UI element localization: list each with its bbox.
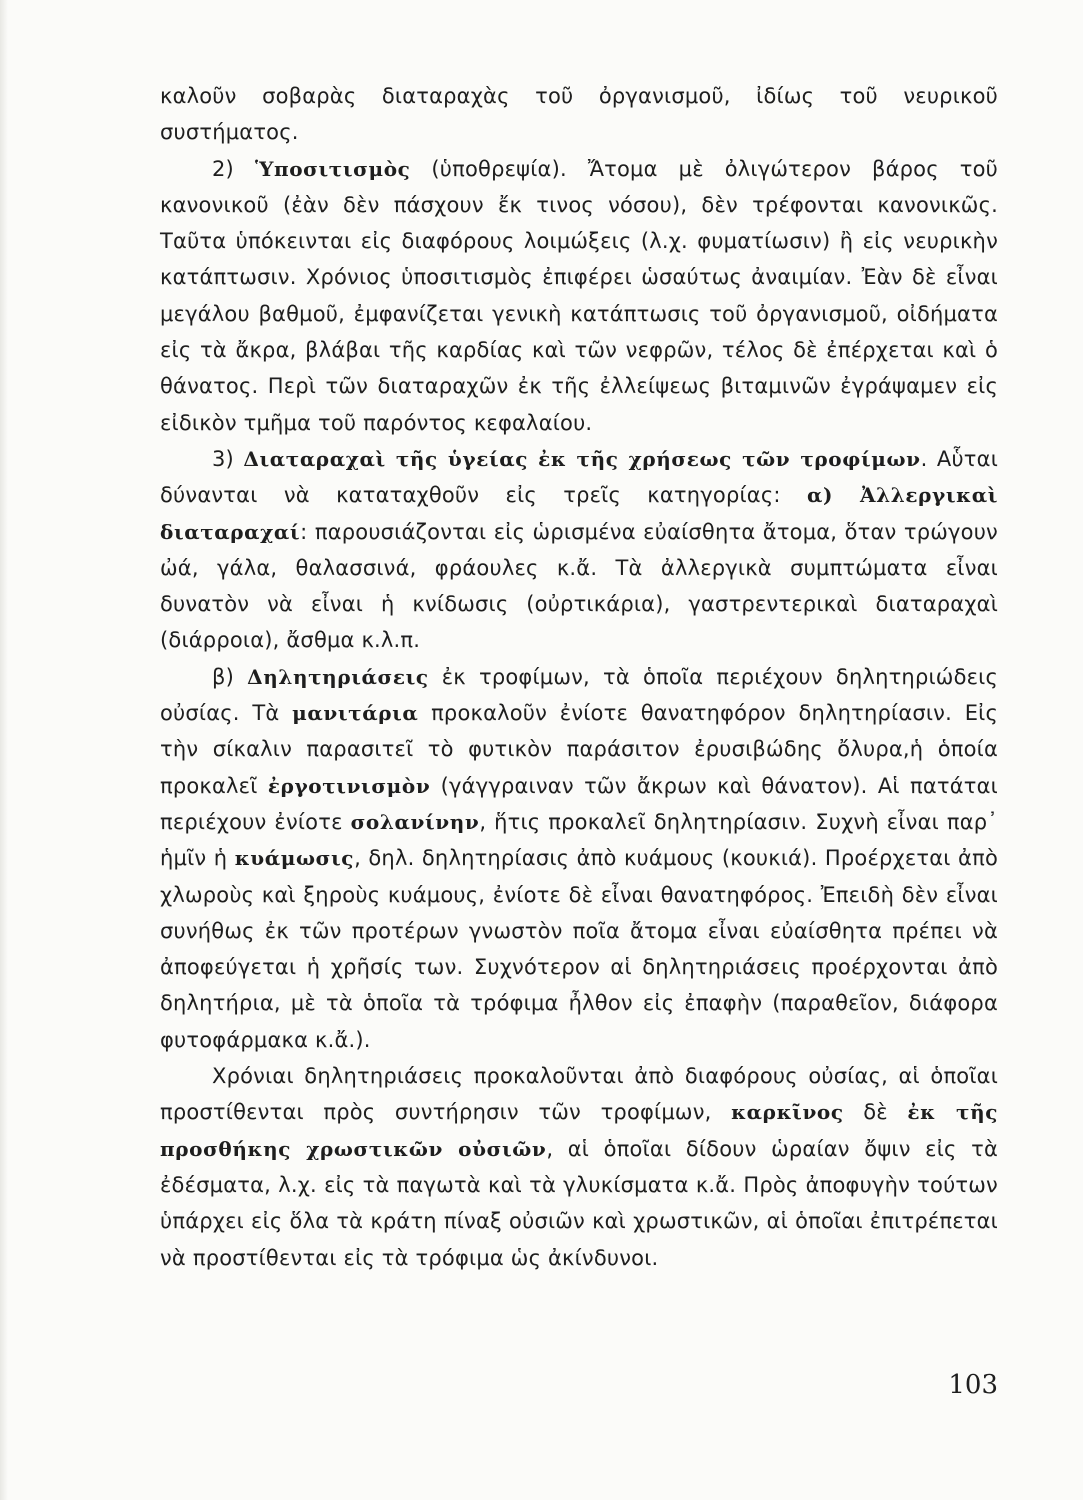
text-run: ἐκ τροφίμων, τὰ ὁποῖα περιέχουν δηλητηριώδεις οὐσίας. Τὰ	[160, 664, 998, 726]
bold-term: κυάμωσις	[234, 846, 355, 871]
text-run: καλοῦν σοβαρὰς διαταραχὰς τοῦ ὀργανισμοῦ, ἰδίως τοῦ νευρικοῦ συστήματος.	[160, 84, 998, 145]
text-run: 3)	[212, 446, 244, 471]
page-number: 103	[948, 1370, 998, 1400]
text-run: 2)	[212, 156, 255, 181]
bold-term: Δηλητηριάσεις	[247, 664, 429, 689]
page-edge-shadow	[0, 0, 8, 1500]
bold-term: Ὑποσιτισμὸς	[254, 156, 411, 181]
bold-term: α) Ἀλλεργικαὶ διαταραχαί	[160, 483, 998, 544]
text-run: β)	[212, 664, 248, 689]
text-run: (ὑποθρεψία). Ἄτομα μὲ ὀλιγώτερον βάρος τοῦ κανονικοῦ (ἐὰν δὲν πάσχουν ἔκ τινος νόσου), δὲν τρέφονται κανονικῶς. Ταῦτα ὑπόκεινται εἰς διαφόρους λοιμώξεις (λ.χ. φυματίωσιν) ἢ εἰς νευρικὴν κατάπτωσιν. Χρόνιος ὑποσιτισμὸς ἐπιφέρει ὡσαύτως ἀναιμίαν. Ἐὰν δὲ εἶναι μεγάλου βαθμοῦ, ἐμφανίζεται γενικὴ κατάπτωσις τοῦ ὀργανισμοῦ, οἰδήματα εἰς τὰ ἄκρα, βλάβαι τῆς καρδίας καὶ τῶν νεφρῶν, τέλος δὲ ἐπέρχεται καὶ ὁ θάνατος. Περὶ τῶν διαταραχῶν ἐκ τῆς ἐλλείψεως βιταμινῶν ἐγράψαμεν εἰς εἰδικὸν τμῆμα τοῦ παρόντος κεφαλαίου.	[160, 156, 998, 435]
paragraph-5	[160, 1058, 998, 1276]
paragraph-3	[160, 441, 998, 659]
bold-term: σολανίνην	[350, 809, 480, 834]
text-run: . Αὗται δύνανται νὰ καταταχθοῦν εἰς τρεῖς κατηγορίας:	[160, 446, 998, 508]
text-run: Χρόνιαι δηλητηριάσεις προκαλοῦνται ἀπὸ διαφόρους οὐσίας, αἱ ὁποῖαι προστίθενται πρὸς συντήρησιν τῶν τροφίμων,	[160, 1064, 998, 1125]
bold-term: Διαταραχαὶ τῆς ὑγείας ἐκ τῆς χρήσεως τῶν τροφίμων	[243, 446, 921, 471]
text-run: προκαλοῦν ἐνίοτε θανατηφόρον δηλητηρίασιν. Εἰς τὴν σίκαλιν παρασιτεῖ τὸ φυτικὸν παράσιτον ἐρυσιβώδης ὄλυρα,ἡ ὁποία προκαλεῖ	[160, 701, 999, 798]
paragraph-1	[160, 78, 998, 151]
body-text	[160, 78, 998, 1276]
paragraph-2	[160, 151, 998, 441]
bold-term: καρκῖνος	[731, 1100, 844, 1125]
text-run: , δηλ. δηλητηρίασις ἀπὸ κυάμους (κουκιά). Προέρχεται ἀπὸ χλωροὺς καὶ ξηροὺς κυάμους, ἐνίοτε δὲ εἶναι θανατηφόρος. Ἐπειδὴ δὲν εἶναι συνήθως ἐκ τῶν προτέρων γνωστὸν ποῖα ἄτομα εἶναι εὐαίσθητα πρέπει νὰ ἀποφεύγεται ἡ χρῆσίς των. Συχνότερον αἱ δηλητηριάσεις προέρχονται ἀπὸ δηλητήρια, μὲ τὰ ὁποῖα τὰ τρόφιμα ἦλθον εἰς ἐπαφὴν (παραθεῖον, διάφορα φυτοφάρμακα κ.ἄ.).	[160, 846, 998, 1052]
text-run: , ἥτις προκαλεῖ δηλητηρίασιν. Συχνὴ εἶναι παρ᾽ ἡμῖν ἡ	[160, 809, 998, 871]
text-run: : παρουσιάζονται εἰς ὡρισμένα εὐαίσθητα ἄτομα, ὅταν τρώγουν ὠά, γάλα, θαλασσινά, φράουλες κ.ἄ. Τὰ ἀλλεργικὰ συμπτώματα εἶναι δυνατὸν νὰ εἶναι ἡ κνίδωσις (οὐρτικάρια), γαστρεντερικαὶ διαταραχαὶ (διάρροια), ἄσθμα κ.λ.π.	[160, 519, 998, 653]
paragraph-4	[160, 659, 998, 1058]
text-run: δὲ	[843, 1100, 908, 1125]
bold-term: ἐργοτινισμὸν	[267, 773, 431, 798]
text-run: , αἱ ὁποῖαι δίδουν ὡραίαν ὄψιν εἰς τὰ ἐδέσματα, λ.χ. εἰς τὰ παγωτὰ καὶ τὰ γλυκίσματα κ.ἄ. Πρὸς ἀποφυγὴν τούτων ὑπάρχει εἰς ὅλα τὰ κράτη πίναξ οὐσιῶν καὶ χρωστικῶν, αἱ ὁποῖαι ἐπιτρέπεται νὰ προστίθενται εἰς τὰ τρόφιμα ὡς ἀκίνδυνοι.	[160, 1136, 998, 1270]
bold-term: ἐκ τῆς προσθήκης χρωστικῶν οὐσιῶν	[160, 1100, 999, 1161]
text-run: (γάγγραιναν τῶν ἄκρων καὶ θάνατον). Αἱ πατάται περιέχουν ἐνίοτε	[160, 773, 998, 834]
bold-term: μανιτάρια	[292, 701, 419, 726]
